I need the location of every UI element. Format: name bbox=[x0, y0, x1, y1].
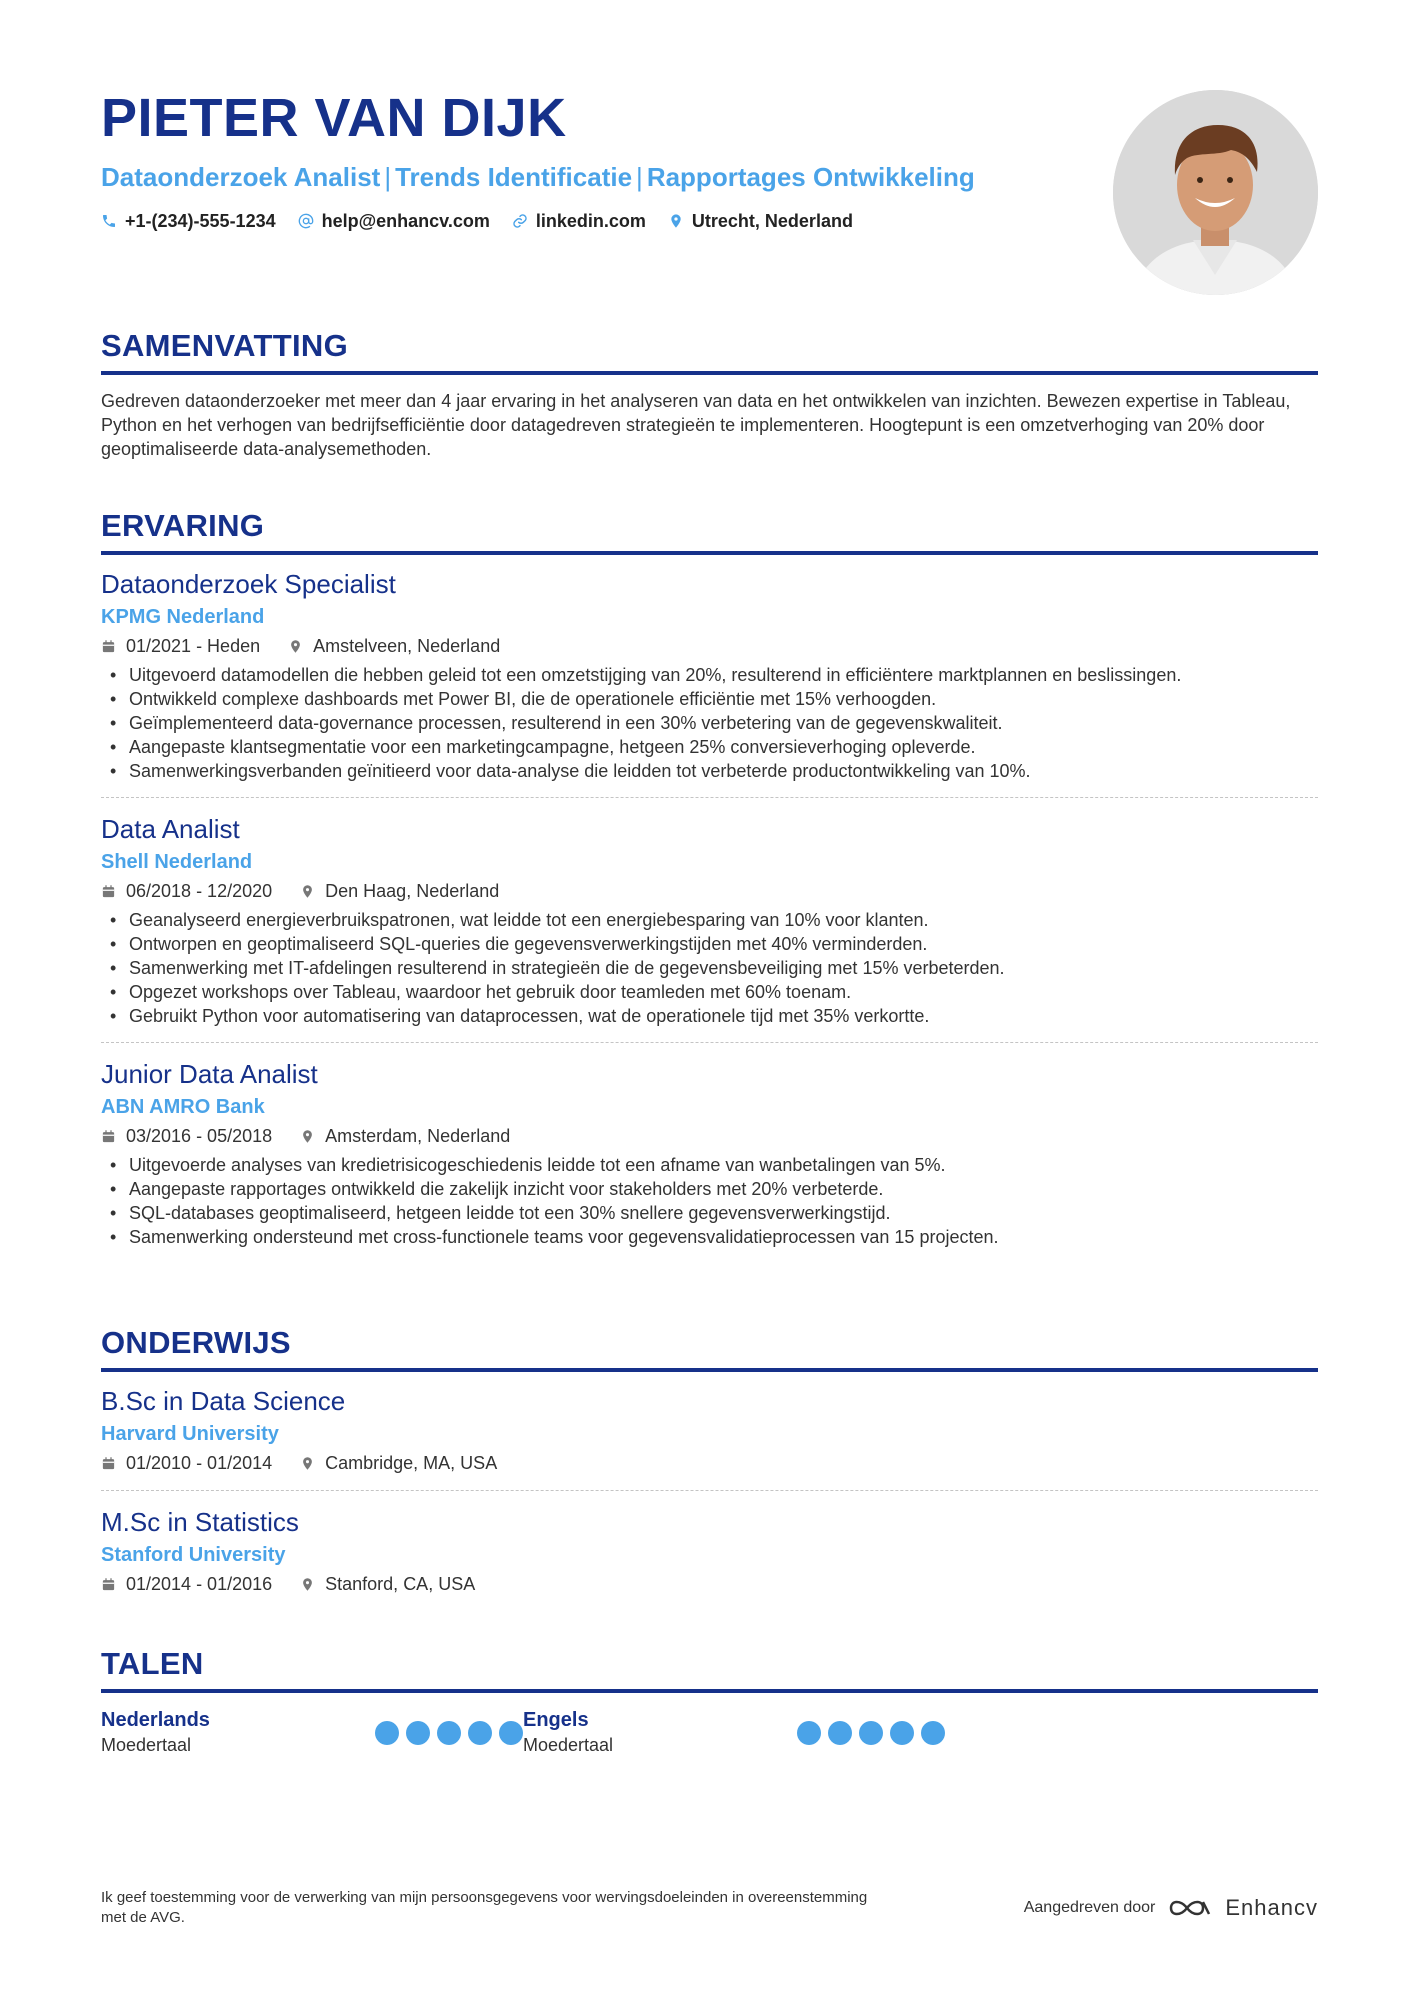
powered-by[interactable] bbox=[1024, 1895, 1318, 1921]
job-dates-text: 06/2018 - 12/2020 bbox=[126, 881, 273, 901]
list-item: • Uitgevoerde analyses van kredietrisicogeschiedenis leidde tot een afname van wanbetalingen van 5%. bbox=[101, 1153, 1318, 1177]
map-pin-icon bbox=[300, 1577, 315, 1592]
list-item: • Samenwerking ondersteund met cross-functionele teams voor gegevensvalidatieprocessen van 15 projecten. bbox=[101, 1225, 1318, 1249]
list-item: • Opgezet workshops over Tableau, waardoor het gebruik door teamleden met 60% toenam. bbox=[101, 980, 1318, 1004]
brand-name: Enhancv bbox=[1225, 1895, 1318, 1920]
experience-heading: ERVARING bbox=[101, 508, 265, 543]
subtitle-part: Rapportages Ontwikkeling bbox=[646, 162, 975, 192]
job-company: ABN AMRO Bank bbox=[101, 1096, 265, 1118]
list-item: • Geïmplementeerd data-governance processen, resulterend in een 30% verbetering van de gegevenskwaliteit. bbox=[101, 711, 1318, 735]
job-title: Data Analist bbox=[101, 814, 240, 844]
link-icon bbox=[512, 213, 528, 229]
rating-dot bbox=[921, 1721, 945, 1745]
entry-divider bbox=[101, 1490, 1318, 1491]
education-dates bbox=[101, 1450, 272, 1476]
job-company: KPMG Nederland bbox=[101, 606, 265, 628]
list-item: • Samenwerking met IT-afdelingen resulterend in strategieën die de gegevensbeveiliging met 15% verbeterden. bbox=[101, 956, 1318, 980]
resume-header bbox=[101, 82, 1101, 234]
job-dates-text: 01/2021 - Heden bbox=[126, 636, 261, 656]
language-rating bbox=[797, 1721, 945, 1757]
job-location-text: Amstelveen, Nederland bbox=[313, 636, 501, 656]
subtitle-part: Dataonderzoek Analist bbox=[101, 162, 381, 192]
job-location bbox=[288, 633, 500, 659]
profile-photo bbox=[1113, 90, 1318, 295]
calendar-icon bbox=[101, 884, 116, 899]
powered-by-label: Aangedreven door bbox=[1023, 1899, 1156, 1916]
job-location-text: Den Haag, Nederland bbox=[325, 881, 500, 901]
job-dates-text: 03/2016 - 05/2018 bbox=[126, 1126, 273, 1146]
education-entry bbox=[101, 1505, 1318, 1597]
section-divider bbox=[101, 1368, 1318, 1372]
education-location bbox=[300, 1450, 497, 1476]
contact-list bbox=[101, 208, 1101, 234]
language-name: Nederlands bbox=[101, 1709, 210, 1731]
summary-heading: SAMENVATTING bbox=[101, 328, 348, 363]
rating-dot bbox=[797, 1721, 821, 1745]
job-meta bbox=[101, 1123, 1318, 1149]
candidate-subtitle bbox=[101, 160, 1101, 194]
languages-heading: TALEN bbox=[101, 1646, 204, 1681]
list-item: • Gebruikt Python voor automatisering van dataprocessen, wat de operationele tijd met 35% verkortte. bbox=[101, 1004, 1318, 1028]
job-dates bbox=[101, 1123, 272, 1149]
list-item: • Uitgevoerd datamodellen die hebben geleid tot een omzetstijging van 20%, resulterend in efficiëntere marktplannen en beslissingen. bbox=[101, 663, 1318, 687]
experience-section bbox=[101, 505, 1318, 1249]
map-pin-icon bbox=[300, 1456, 315, 1471]
calendar-icon bbox=[101, 1129, 116, 1144]
job-entry bbox=[101, 1057, 1318, 1249]
linkedin-text: linkedin.com bbox=[535, 211, 646, 231]
rating-dot bbox=[375, 1721, 399, 1745]
language-level: Moedertaal bbox=[523, 1735, 614, 1755]
calendar-icon bbox=[101, 1456, 116, 1471]
subtitle-separator: | bbox=[636, 162, 643, 192]
rating-dot bbox=[499, 1721, 523, 1745]
job-title: Dataonderzoek Specialist bbox=[101, 569, 396, 599]
job-entry bbox=[101, 812, 1318, 1028]
section-divider bbox=[101, 551, 1318, 555]
contact-email[interactable] bbox=[298, 208, 490, 234]
calendar-icon bbox=[101, 639, 116, 654]
language-item bbox=[101, 1707, 523, 1757]
contact-linkedin[interactable] bbox=[512, 208, 646, 234]
language-item bbox=[523, 1707, 945, 1757]
job-location bbox=[300, 878, 499, 904]
language-rating bbox=[375, 1721, 523, 1757]
education-location bbox=[300, 1571, 475, 1597]
phone-text: +1-(234)-555-1234 bbox=[125, 211, 276, 231]
phone-icon bbox=[101, 213, 117, 229]
job-title: Junior Data Analist bbox=[101, 1059, 318, 1089]
avatar bbox=[1113, 90, 1318, 295]
list-item: • Aangepaste klantsegmentatie voor een marketingcampagne, hetgeen 25% conversieverhoging opleverde. bbox=[101, 735, 1318, 759]
location-text: Utrecht, Nederland bbox=[691, 211, 853, 231]
rating-dot bbox=[437, 1721, 461, 1745]
at-icon bbox=[298, 213, 314, 229]
degree-title: M.Sc in Statistics bbox=[101, 1507, 299, 1537]
entry-divider bbox=[101, 797, 1318, 798]
email-text: help@enhancv.com bbox=[321, 211, 490, 231]
entry-divider bbox=[101, 1042, 1318, 1043]
job-location bbox=[300, 1123, 510, 1149]
rating-dot bbox=[828, 1721, 852, 1745]
rating-dot bbox=[890, 1721, 914, 1745]
language-name: Engels bbox=[523, 1709, 589, 1731]
education-location-text: Stanford, CA, USA bbox=[325, 1574, 476, 1594]
job-entry bbox=[101, 567, 1318, 783]
education-entry bbox=[101, 1384, 1318, 1476]
school-name: Stanford University bbox=[101, 1544, 286, 1566]
subtitle-part: Trends Identificatie bbox=[395, 162, 633, 192]
list-item: • Samenwerkingsverbanden geïnitieerd voor data-analyse die leidden tot verbeterde productontwikkeling van 10%. bbox=[101, 759, 1318, 783]
job-dates bbox=[101, 633, 260, 659]
rating-dot bbox=[468, 1721, 492, 1745]
education-dates-text: 01/2014 - 01/2016 bbox=[126, 1574, 273, 1594]
contact-phone[interactable] bbox=[101, 208, 276, 234]
job-dates bbox=[101, 878, 272, 904]
list-item: • Geanalyseerd energieverbruikspatronen, wat leidde tot een energiebesparing van 10% voor klanten. bbox=[101, 908, 1318, 932]
subtitle-separator: | bbox=[384, 162, 392, 192]
map-pin-icon bbox=[300, 1129, 315, 1144]
job-location-text: Amsterdam, Nederland bbox=[325, 1126, 511, 1146]
section-divider bbox=[101, 1689, 1318, 1693]
list-item: • Ontworpen en geoptimaliseerd SQL-queries die gegevensverwerkingstijden met 40% verminderden. bbox=[101, 932, 1318, 956]
summary-text: Gedreven dataonderzoeker met meer dan 4 jaar ervaring in het analyseren van data en het ontwikkelen van inzichten. Bewezen expertise in Tableau, Python en het verhogen van bedrijfsefficiëntie door datagedreven strategieën te implementeren. Hoogtepunt is een omzetverhoging van 20% door geoptimaliseerde data-analysemethoden. bbox=[101, 391, 1291, 459]
education-dates bbox=[101, 1571, 272, 1597]
rating-dot bbox=[406, 1721, 430, 1745]
list-item: • Ontwikkeld complexe dashboards met Power BI, die de operationele efficiëntie met 15% verhoogden. bbox=[101, 687, 1318, 711]
page-footer bbox=[101, 1888, 1318, 1928]
language-list bbox=[101, 1707, 1318, 1757]
education-section bbox=[101, 1322, 1318, 1597]
contact-location bbox=[668, 208, 853, 234]
education-dates-text: 01/2010 - 01/2014 bbox=[126, 1453, 273, 1473]
education-meta bbox=[101, 1571, 1318, 1597]
calendar-icon bbox=[101, 1577, 116, 1592]
map-pin-icon bbox=[288, 639, 303, 654]
languages-section bbox=[101, 1643, 1318, 1757]
job-bullets bbox=[101, 908, 1318, 1028]
section-divider bbox=[101, 371, 1318, 375]
job-meta bbox=[101, 633, 1318, 659]
job-company: Shell Nederland bbox=[101, 851, 253, 873]
education-location-text: Cambridge, MA, USA bbox=[325, 1453, 498, 1473]
rating-dot bbox=[859, 1721, 883, 1745]
school-name: Harvard University bbox=[101, 1423, 279, 1445]
language-level: Moedertaal bbox=[101, 1735, 192, 1755]
list-item: • SQL-databases geoptimaliseerd, hetgeen leidde tot een 30% snellere gegevensverwerkingstijd. bbox=[101, 1201, 1318, 1225]
map-pin-icon bbox=[668, 213, 684, 229]
education-meta bbox=[101, 1450, 1318, 1476]
list-item: • Aangepaste rapportages ontwikkeld die zakelijk inzicht voor stakeholders met 20% verbeterde. bbox=[101, 1177, 1318, 1201]
candidate-name: PIETER VAN DIJK bbox=[101, 88, 567, 148]
map-pin-icon bbox=[300, 884, 315, 899]
job-meta bbox=[101, 878, 1318, 904]
job-bullets bbox=[101, 1153, 1318, 1249]
job-bullets bbox=[101, 663, 1318, 783]
education-heading: ONDERWIJS bbox=[101, 1325, 291, 1360]
degree-title: B.Sc in Data Science bbox=[101, 1386, 346, 1416]
consent-text: Ik geef toestemming voor de verwerking van mijn persoonsgegevens voor wervingsdoeleinden in overeenstemming met de AVG. bbox=[101, 1889, 868, 1926]
summary-section bbox=[101, 325, 1318, 461]
enhancv-logo-icon bbox=[1167, 1896, 1213, 1920]
